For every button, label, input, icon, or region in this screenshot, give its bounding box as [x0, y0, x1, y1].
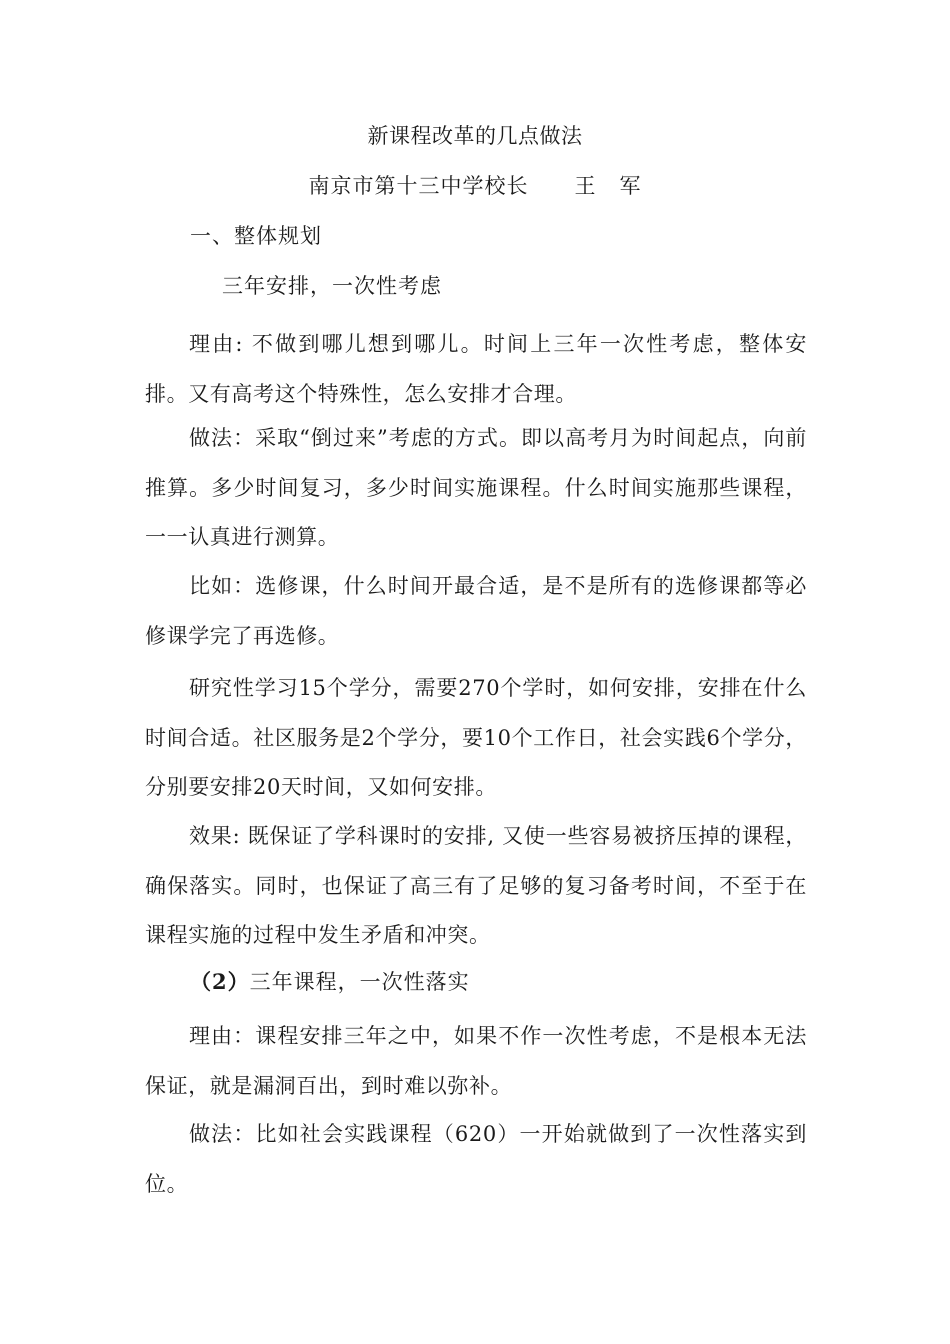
- author-line: 南京市第十三中学校长 王 军: [308, 174, 642, 198]
- section-heading: 一、整体规划: [190, 224, 322, 248]
- subheading-1: 三年安排，一次性考虑: [222, 274, 442, 298]
- paragraph-effect: 效果: 既保证了学科课时的安排, 又使一些容易被挤压掉的课程，确保落实。同时，也保证了高三有了足够的复习备考时间，不至于在课程实施的过程中发生矛盾和冲突。: [145, 824, 807, 947]
- paragraph-method-1: 做法：采取“倒过来”考虑的方式。即以高考月为时间起点，向前推算。多少时间复习，多少时间实施课程。什么时间实施那些课程，一一认真进行测算。: [145, 426, 807, 549]
- paragraph-research: 研究性学习15个学分，需要270个学时，如何安排，安排在什么时间合适。社区服务是2个学分，要10个工作日，社会实践6个学分，分别要安排20天时间，又如何安排。: [145, 676, 807, 799]
- paragraph-example: 比如：选修课，什么时间开最合适，是不是所有的选修课都等必修课学完了再选修。: [145, 574, 807, 648]
- paragraph-reason-1: 理由: 不做到哪儿想到哪儿。时间上三年一次性考虑，整体安排。又有高考这个特殊性，怎么安排才合理。: [145, 332, 807, 406]
- paragraph-method-2: 做法：比如社会实践课程（620）一开始就做到了一次性落实到位。: [145, 1122, 807, 1196]
- subheading-2: [190, 966, 470, 998]
- subheading-2-text: 三年课程，一次性落实: [249, 970, 470, 994]
- subheading-2-number: （2）: [190, 969, 250, 994]
- paragraph-reason-2: 理由：课程安排三年之中，如果不作一次性考虑，不是根本无法保证，就是漏洞百出，到时难以弥补。: [145, 1024, 807, 1098]
- document-title: 新课程改革的几点做法: [367, 124, 583, 148]
